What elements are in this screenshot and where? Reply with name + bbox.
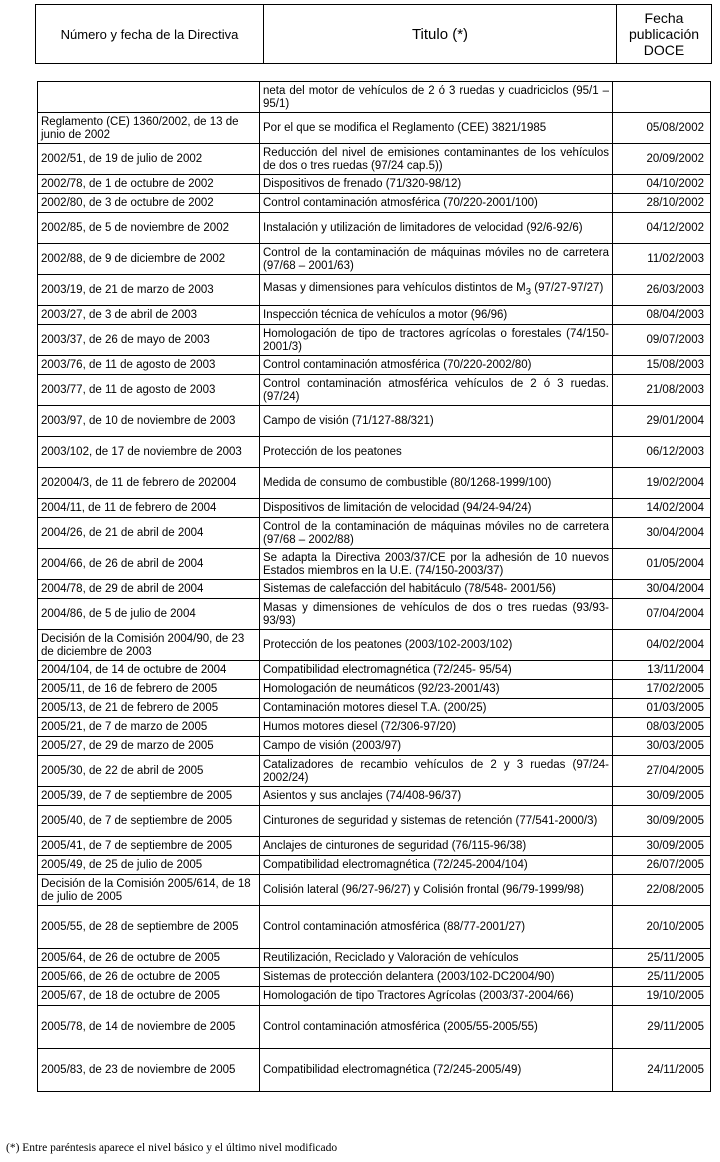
table-row [38,599,711,630]
table-row [38,580,711,599]
header-row [36,5,712,64]
publication-date-cell: 13/11/2004 [613,661,711,680]
publication-date-cell: 30/04/2004 [613,518,711,549]
table-row [38,518,711,549]
directive-cell: 2004/26, de 21 de abril de 2004 [38,518,260,549]
directive-cell [38,82,260,113]
directive-cell: 2005/11, de 16 de febrero de 2005 [38,680,260,699]
directive-cell: 2005/30, de 22 de abril de 2005 [38,756,260,787]
table-row [38,699,711,718]
table-row [38,175,711,194]
publication-date-cell: 20/09/2002 [613,144,711,175]
title-cell: Catalizadores de recambio vehículos de 2 y 3 ruedas (97/24-2002/24) [260,756,613,787]
table-row [38,113,711,144]
title-cell: Compatibilidad electromagnética (72/245-2004/104) [260,856,613,875]
title-cell: Anclajes de cinturones de seguridad (76/115-96/38) [260,837,613,856]
directive-cell: 2002/85, de 5 de noviembre de 2002 [38,213,260,244]
publication-date-cell: 30/09/2005 [613,806,711,837]
title-cell: Contaminación motores diesel T.A. (200/25) [260,699,613,718]
title-cell: Homologación de tipo de tractores agrícolas o forestales (74/150-2001/3) [260,325,613,356]
header-date-line-3: DOCE [643,42,685,58]
table-row [38,275,711,306]
directive-cell: 2003/76, de 11 de agosto de 2003 [38,356,260,375]
title-cell: Dispositivos de frenado (71/320-98/12) [260,175,613,194]
publication-date-cell: 04/02/2004 [613,630,711,661]
title-cell: Asientos y sus anclajes (74/408-96/37) [260,787,613,806]
title-cell: Cinturones de seguridad y sistemas de retención (77/541-2000/3) [260,806,613,837]
publication-date-cell: 29/11/2005 [613,1006,711,1049]
table-row [38,1006,711,1049]
table-row [38,325,711,356]
publication-date-cell: 28/10/2002 [613,194,711,213]
table-row [38,856,711,875]
directive-cell: 2005/67, de 18 de octubre de 2005 [38,987,260,1006]
publication-date-cell: 14/02/2004 [613,499,711,518]
title-subscript: 3 [525,286,532,298]
publication-date-cell: 30/04/2004 [613,580,711,599]
header-publication-date [617,5,712,64]
publication-date-cell: 30/09/2005 [613,787,711,806]
title-cell: Inspección técnica de vehículos a motor (96/96) [260,306,613,325]
title-cell: Instalación y utilización de limitadores de velocidad (92/6-92/6) [260,213,613,244]
title-text-cont: (97/27-97/27) [531,282,604,295]
table-row [38,806,711,837]
title-cell: Campo de visión (71/127-88/321) [260,406,613,437]
publication-date-cell: 30/09/2005 [613,837,711,856]
publication-date-cell: 26/07/2005 [613,856,711,875]
table-row [38,787,711,806]
directive-cell: 2004/104, de 14 de octubre de 2004 [38,661,260,680]
title-cell: Control contaminación atmosférica (70/220-2002/80) [260,356,613,375]
title-cell: Control de la contaminación de máquinas móviles no de carretera (97/68 – 2002/88) [260,518,613,549]
publication-date-cell: 08/03/2005 [613,718,711,737]
title-cell: Masas y dimensiones de vehículos de dos o tres ruedas (93/93-93/93) [260,599,613,630]
directives-table-body [38,82,711,1092]
table-row [38,406,711,437]
table-row [38,661,711,680]
title-cell: Homologación de tipo Tractores Agrícolas (2003/37-2004/66) [260,987,613,1006]
publication-date-cell: 11/02/2003 [613,244,711,275]
title-cell: Compatibilidad electromagnética (72/245- 95/54) [260,661,613,680]
publication-date-cell: 07/04/2004 [613,599,711,630]
directive-cell: 2003/102, de 17 de noviembre de 2003 [38,437,260,468]
title-cell: Colisión lateral (96/27-96/27) y Colisión frontal (96/79-1999/98) [260,875,613,906]
table-row [38,875,711,906]
directive-cell: 2003/97, de 10 de noviembre de 2003 [38,406,260,437]
title-cell: Reducción del nivel de emisiones contaminantes de los vehículos de dos o tres ruedas (97/24 cap.5)) [260,144,613,175]
directives-table [37,81,711,1092]
table-row [38,837,711,856]
directive-cell: 2004/66, de 26 de abril de 2004 [38,549,260,580]
table-row [38,1049,711,1092]
table-row [38,987,711,1006]
table-row [38,244,711,275]
publication-date-cell: 21/08/2003 [613,375,711,406]
publication-date-cell: 05/08/2002 [613,113,711,144]
table-row [38,437,711,468]
directive-cell: 2005/40, de 7 de septiembre de 2005 [38,806,260,837]
table-row [38,949,711,968]
directive-cell: 2005/41, de 7 de septiembre de 2005 [38,837,260,856]
title-cell: Campo de visión (2003/97) [260,737,613,756]
directive-cell: 2002/78, de 1 de octubre de 2002 [38,175,260,194]
title-cell: neta del motor de vehículos de 2 ó 3 ruedas y cuadriciclos (95/1 – 95/1) [260,82,613,113]
table-row [38,737,711,756]
directive-cell: Decisión de la Comisión 2005/614, de 18 de julio de 2005 [38,875,260,906]
title-cell: Control contaminación atmosférica vehículos de 2 ó 3 ruedas. (97/24) [260,375,613,406]
directive-cell: 202004/3, de 11 de febrero de 202004 [38,468,260,499]
header-date-line-2: publicación [628,26,700,42]
footnote: (*) Entre paréntesis aparece el nivel básico y el último nivel modificado [6,1142,338,1154]
publication-date-cell: 04/10/2002 [613,175,711,194]
publication-date-cell: 29/01/2004 [613,406,711,437]
table-row [38,144,711,175]
directive-cell: 2002/88, de 9 de diciembre de 2002 [38,244,260,275]
directive-cell: 2002/80, de 3 de octubre de 2002 [38,194,260,213]
publication-date-cell: 22/08/2005 [613,875,711,906]
table-row [38,718,711,737]
table-row [38,213,711,244]
title-cell: Protección de los peatones (2003/102-2003/102) [260,630,613,661]
directive-cell: Decisión de la Comisión 2004/90, de 23 de diciembre de 2003 [38,630,260,661]
table-row [38,306,711,325]
title-cell: Control contaminación atmosférica (88/77-2001/27) [260,906,613,949]
directive-cell: 2005/27, de 29 de marzo de 2005 [38,737,260,756]
directive-cell: 2005/66, de 26 de octubre de 2005 [38,968,260,987]
directive-cell: 2005/49, de 25 de julio de 2005 [38,856,260,875]
title-cell: Por el que se modifica el Reglamento (CEE) 3821/1985 [260,113,613,144]
title-cell: Control contaminación atmosférica (70/220-2001/100) [260,194,613,213]
directive-cell: 2005/83, de 23 de noviembre de 2005 [38,1049,260,1092]
title-cell: Medida de consumo de combustible (80/1268-1999/100) [260,468,613,499]
title-cell: Reutilización, Reciclado y Valoración de vehículos [260,949,613,968]
directive-cell: 2004/11, de 11 de febrero de 2004 [38,499,260,518]
directive-cell: 2004/86, de 5 de julio de 2004 [38,599,260,630]
directive-cell: 2005/39, de 7 de septiembre de 2005 [38,787,260,806]
title-cell: Homologación de neumáticos (92/23-2001/43) [260,680,613,699]
publication-date-cell: 09/07/2003 [613,325,711,356]
title-cell [260,275,613,306]
publication-date-cell: 20/10/2005 [613,906,711,949]
publication-date-cell: 19/10/2005 [613,987,711,1006]
directive-cell: 2005/55, de 28 de septiembre de 2005 [38,906,260,949]
header-directive-number-date: Número y fecha de la Directiva [36,5,264,64]
table-row [38,194,711,213]
publication-date-cell: 17/02/2005 [613,680,711,699]
directive-cell: 2003/19, de 21 de marzo de 2003 [38,275,260,306]
title-cell: Compatibilidad electromagnética (72/245-2005/49) [260,1049,613,1092]
directive-cell: 2003/27, de 3 de abril de 2003 [38,306,260,325]
directive-cell: 2005/13, de 21 de febrero de 2005 [38,699,260,718]
directive-cell: 2004/78, de 29 de abril de 2004 [38,580,260,599]
table-row [38,356,711,375]
publication-date-cell: 30/03/2005 [613,737,711,756]
header-table [35,4,712,64]
directive-cell: 2005/78, de 14 de noviembre de 2005 [38,1006,260,1049]
title-cell: Sistemas de protección delantera (2003/102-DC2004/90) [260,968,613,987]
title-cell: Dispositivos de limitación de velocidad (94/24-94/24) [260,499,613,518]
title-cell: Control de la contaminación de máquinas móviles no de carretera (97/68 – 2001/63) [260,244,613,275]
publication-date-cell: 15/08/2003 [613,356,711,375]
title-cell: Control contaminación atmosférica (2005/55-2005/55) [260,1006,613,1049]
publication-date-cell: 27/04/2005 [613,756,711,787]
table-row [38,756,711,787]
title-cell: Humos motores diesel (72/306-97/20) [260,718,613,737]
publication-date-cell: 01/05/2004 [613,549,711,580]
title-cell: Se adapta la Directiva 2003/37/CE por la adhesión de 10 nuevos Estados miembros en la U.E. (74/150-2003/37) [260,549,613,580]
publication-date-cell [613,82,711,113]
table-row [38,906,711,949]
title-text: Masas y dimensiones para vehículos distintos de M [263,282,526,295]
table-row [38,82,711,113]
publication-date-cell: 06/12/2003 [613,437,711,468]
directive-cell: 2005/64, de 26 de octubre de 2005 [38,949,260,968]
directive-cell: 2003/37, de 26 de mayo de 2003 [38,325,260,356]
directive-cell: 2005/21, de 7 de marzo de 2005 [38,718,260,737]
publication-date-cell: 04/12/2002 [613,213,711,244]
title-cell: Sistemas de calefacción del habitáculo (78/548- 2001/56) [260,580,613,599]
publication-date-cell: 26/03/2003 [613,275,711,306]
header-title: Titulo (*) [264,5,617,64]
table-row [38,499,711,518]
publication-date-cell: 19/02/2004 [613,468,711,499]
table-row [38,680,711,699]
publication-date-cell: 08/04/2003 [613,306,711,325]
table-row [38,630,711,661]
table-row [38,468,711,499]
publication-date-cell: 24/11/2005 [613,1049,711,1092]
table-row [38,968,711,987]
directive-cell: 2003/77, de 11 de agosto de 2003 [38,375,260,406]
title-cell: Protección de los peatones [260,437,613,468]
directive-cell: Reglamento (CE) 1360/2002, de 13 de junio de 2002 [38,113,260,144]
directive-cell: 2002/51, de 19 de julio de 2002 [38,144,260,175]
table-row [38,375,711,406]
header-date-line-1: Fecha [644,10,684,26]
table-row [38,549,711,580]
publication-date-cell: 25/11/2005 [613,949,711,968]
publication-date-cell: 01/03/2005 [613,699,711,718]
publication-date-cell: 25/11/2005 [613,968,711,987]
